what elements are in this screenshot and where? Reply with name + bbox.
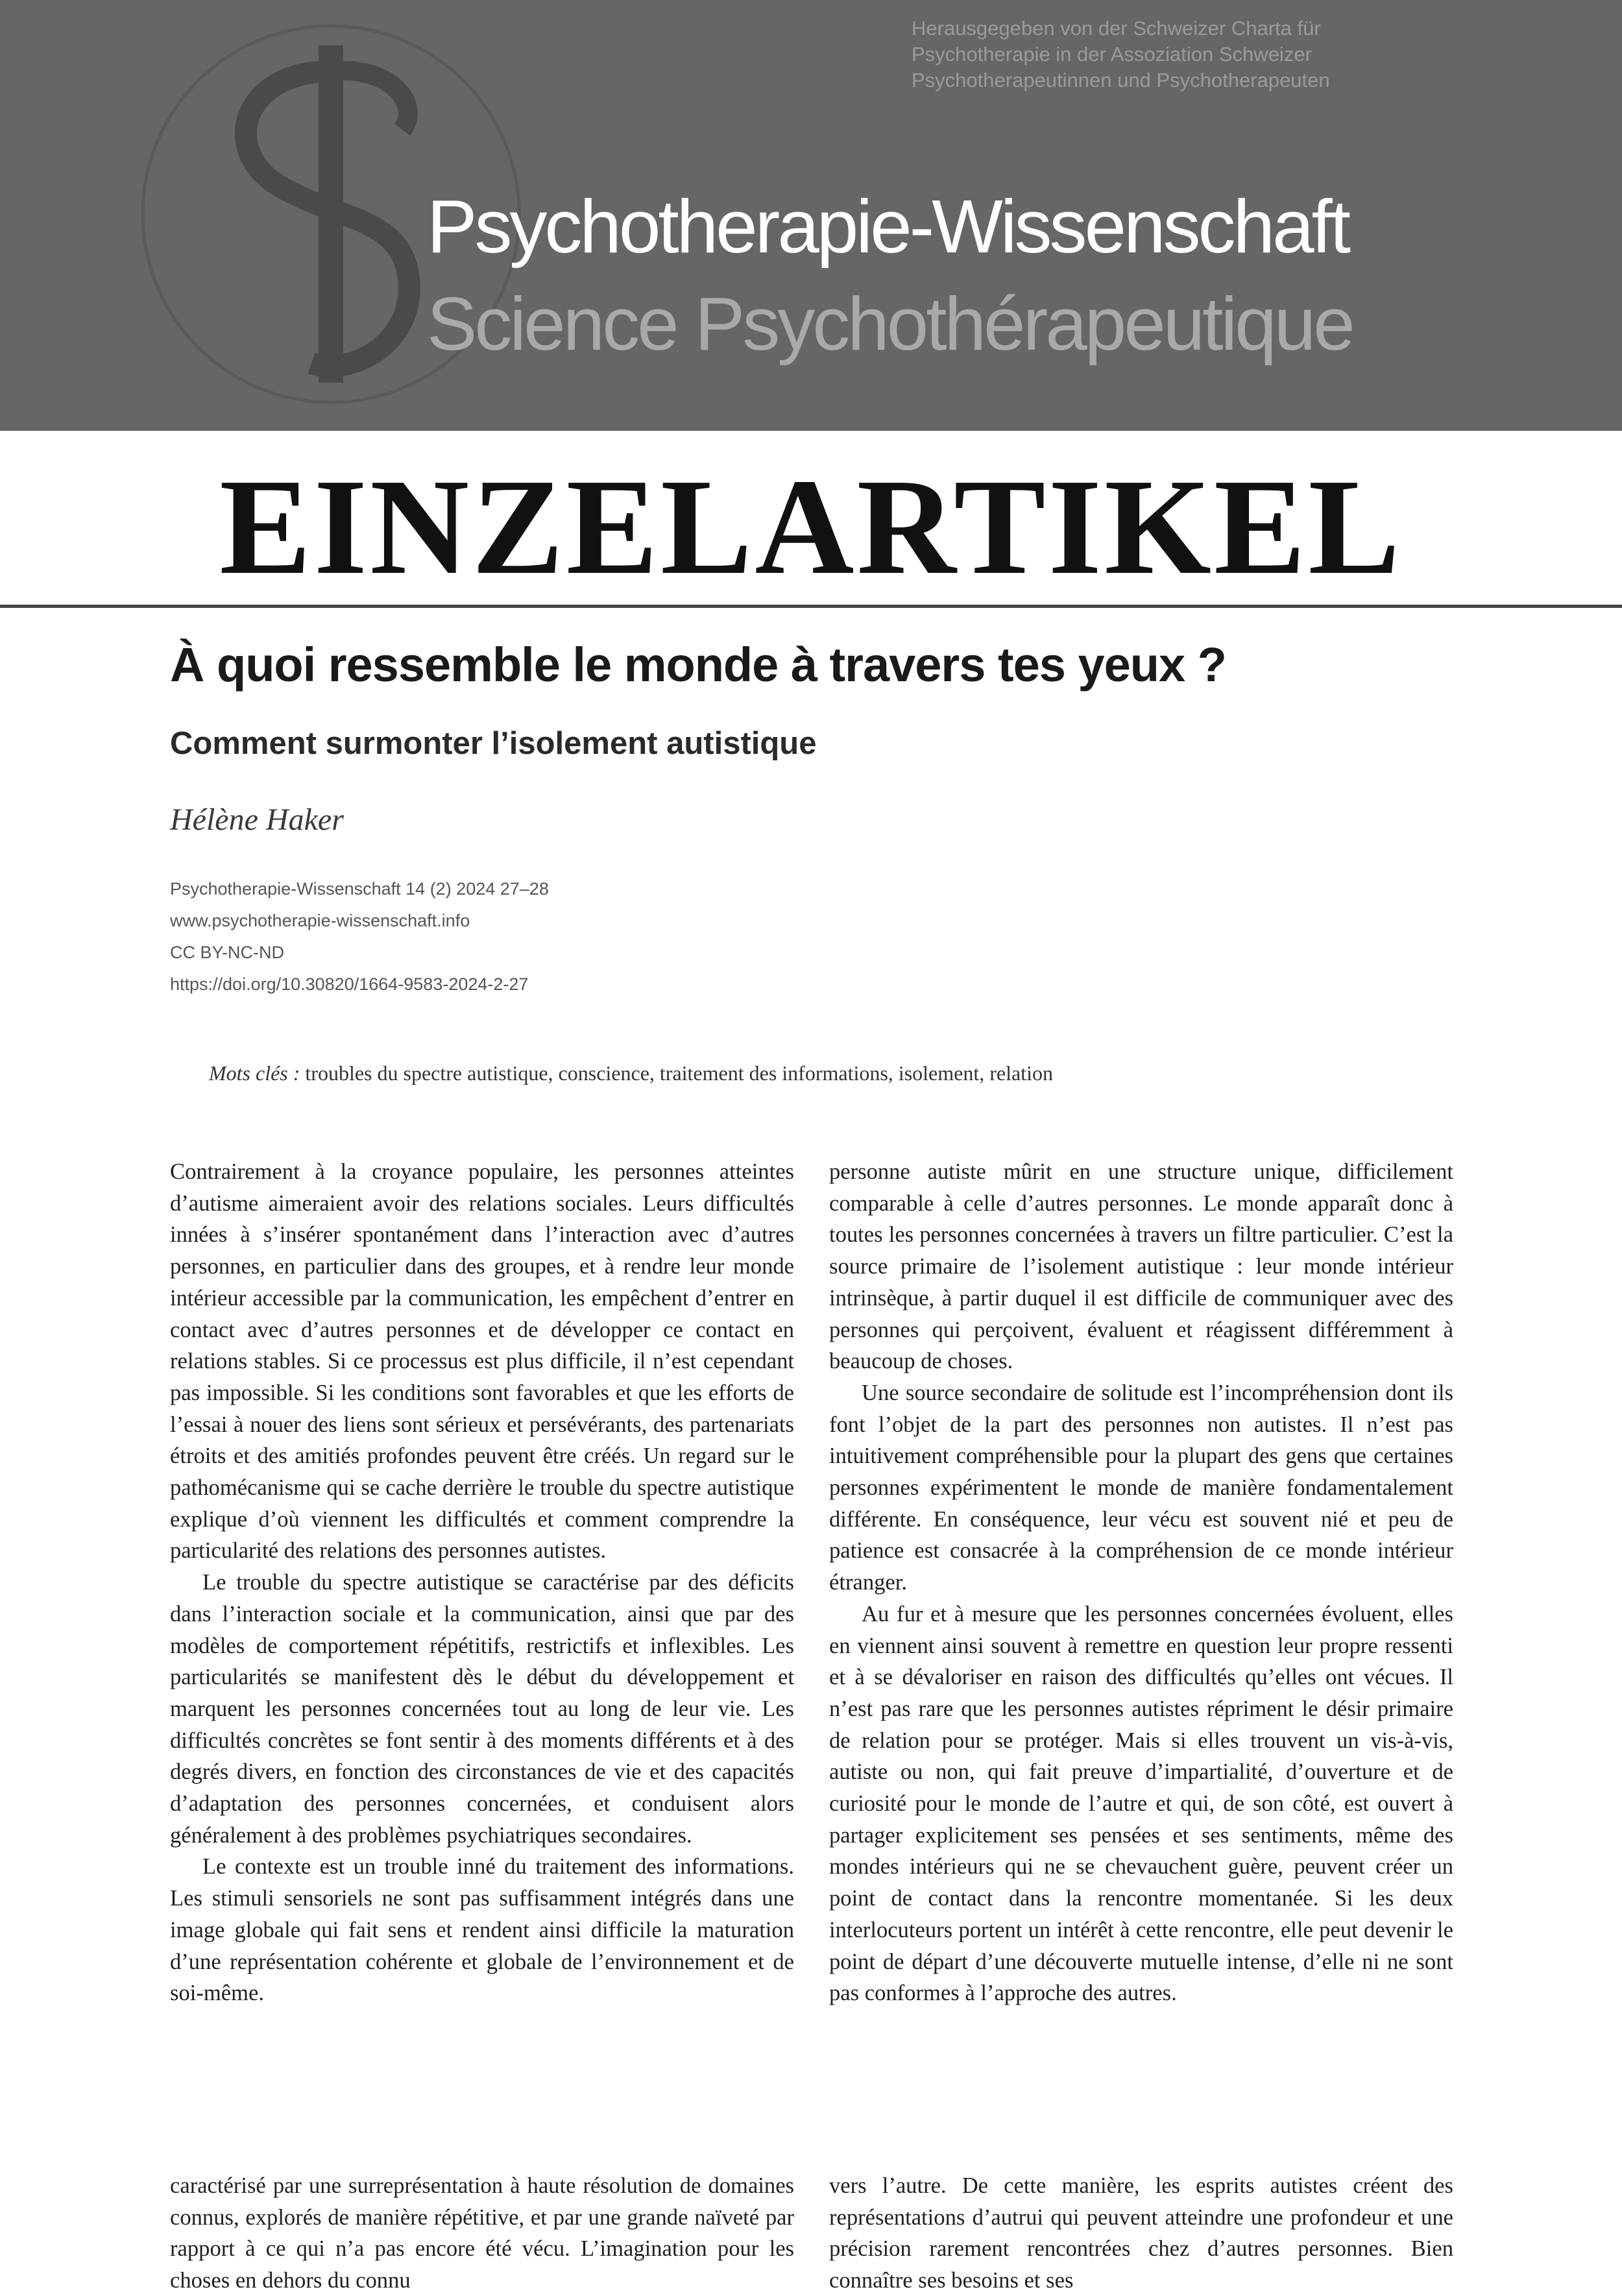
body-column-right [829, 1156, 1453, 2116]
doi-link[interactable]: https://doi.org/10.30820/1664-9583-2024-2-27 [170, 974, 529, 994]
paragraph: Une source secondaire de solitude est l’incompréhension dont ils font l’objet de la part des personnes non autistes. Il n’est pas intuitivement compréhensible pour la plupart des gens que certaines personnes expérimentent le monde de manière fondamentalement différente. En conséquence, leur vécu est souvent nié et peu de patience est consacrée à la compréhension de ce monde intérieur étranger. [829, 1380, 1453, 1595]
paragraph: Le contexte est un trouble inné du traitement des informations. Les stimuli sensoriels ne sont pas suffisamment intégrés dans une image globale qui fait sens et rendent ainsi difficile la maturation d’une représentation cohérente et globale de l’environnement et de soi-même. [170, 1854, 794, 2006]
article-subtitle: Comment surmonter l’isolement autistique [170, 726, 817, 761]
publisher-note [912, 16, 1470, 93]
citation-line: Psychotherapie-Wissenschaft 14 (2) 2024 27–28 [170, 879, 549, 899]
website-link[interactable]: www.psychotherapie-wissenschaft.info [170, 911, 470, 930]
publisher-line: Herausgegeben von der Schweizer Charta für [912, 17, 1321, 40]
publisher-line: Psychotherapie in der Assoziation Schweizer [912, 43, 1312, 66]
article-author: Hélène Haker [170, 803, 344, 837]
article-title: À quoi ressemble le monde à travers tes yeux ? [170, 638, 1226, 692]
header-divider [0, 605, 1622, 608]
paragraph: personne autiste mûrit en une structure unique, difficilement comparable à celle d’autres personnes. Le monde apparaît donc à toutes les personnes concernées à travers un filtre particulier. C’est la source primaire de l’isolement autistique : leur monde intérieur intrinsèque, à partir duquel il est difficile de communiquer avec des personnes qui perçoivent, évaluent et réagissent différemment à beaucoup de choses. [829, 1159, 1453, 1374]
keywords-text: troubles du spectre autistique, conscience, traitement des informations, isolement, relation [300, 1061, 1053, 1085]
page-break [0, 2116, 1622, 2170]
license-line: CC BY-NC-ND [170, 943, 285, 962]
paragraph: vers l’autre. De cette manière, les esprits autistes créent des représentations d’autrui qui peuvent atteindre une profondeur et une précision rarement rencontrées chez d’autres personnes. Bien connaître ses besoins et ses [829, 2173, 1453, 2293]
keywords [209, 1061, 1053, 1085]
journal-title-fr: Science Psychothérapeutique [427, 282, 1353, 366]
citation-meta [170, 873, 549, 1000]
journal-header [0, 0, 1622, 431]
body-column-left-continued [170, 2170, 794, 2296]
publisher-line: Psychotherapeutinnen und Psychotherapeuten [912, 69, 1330, 91]
body-column-left [170, 1156, 794, 2116]
paragraph: Au fur et à mesure que les personnes concernées évoluent, elles en viennent ainsi souvent à remettre en question leur propre ressenti et à se dévaloriser en raison des difficultés qu’elles ont vécues. Il n’est pas rare que les personnes autistes répriment le désir primaire de relation pour se protéger. Mais si elles trouvent un vis-à-vis, autiste ou non, qui fait preuve d’impartialité, d’ouverture et de curiosité pour le monde de l’autre et qui, de son côté, est ouvert à partager explicitement ses pensées et ses sentiments, même des mondes intérieurs qui ne se chevauchent guère, peuvent créer un point de contact dans la rencontre momentanée. Si les deux interlocuteurs portent un intérêt à cette rencontre, elle peut devenir le point de départ d’une découverte mutuelle intense, d’elle ni ne sont pas conformes à l’approche des autres. [829, 1601, 1453, 2006]
paragraph: Le trouble du spectre autistique se caractérise par des déficits dans l’interaction sociale et la communication, ainsi que par des modèles de comportement répétitifs, restrictifs et inflexibles. Les particularités se manifestent dès le début du développement et marquent les personnes concernées tout au long de leur vie. Les difficultés concrètes se font sentir à des moments différents et à des degrés divers, en fonction des circonstances de vie et des capacités d’adaptation des personnes concernées, et conduisent alors généralement à des problèmes psychiatriques secondaires. [170, 1570, 794, 1848]
paragraph: caractérisé par une surreprésentation à haute résolution de domaines connus, explorés de manière répétitive, et par une grande naïveté par rapport à ce qui n’a pas encore été vécu. L’imagination pour les choses en dehors du connu [170, 2173, 794, 2293]
paragraph: Contrairement à la croyance populaire, les personnes atteintes d’autisme aimeraient avoir des relations sociales. Leurs difficultés innées à s’insérer spontanément dans l’interaction avec d’autres personnes, en particulier dans des groupes, et à rendre leur monde intérieur accessible par la communication, les empêchent d’entrer en contact avec d’autres personnes et de développer ce contact en relations stables. Si ce processus est plus difficile, il n’est cependant pas impossible. Si les conditions sont favorables et que les efforts de l’essai à nouer des liens sont sérieux et persévérants, des partenariats étroits et des amitiés profondes peuvent être créés. Un regard sur le pathomécanisme qui se cache derrière le trouble du spectre autistique explique d’où viennent les difficultés et comment comprendre la particularité des relations des personnes autistes. [170, 1159, 794, 1564]
body-column-right-continued [829, 2170, 1453, 2296]
journal-title-de: Psychotherapie-Wissenschaft [427, 184, 1348, 269]
keywords-label: Mots clés : [209, 1061, 300, 1085]
einzelartikel-banner: EINZELARTIKEL [219, 450, 1403, 603]
